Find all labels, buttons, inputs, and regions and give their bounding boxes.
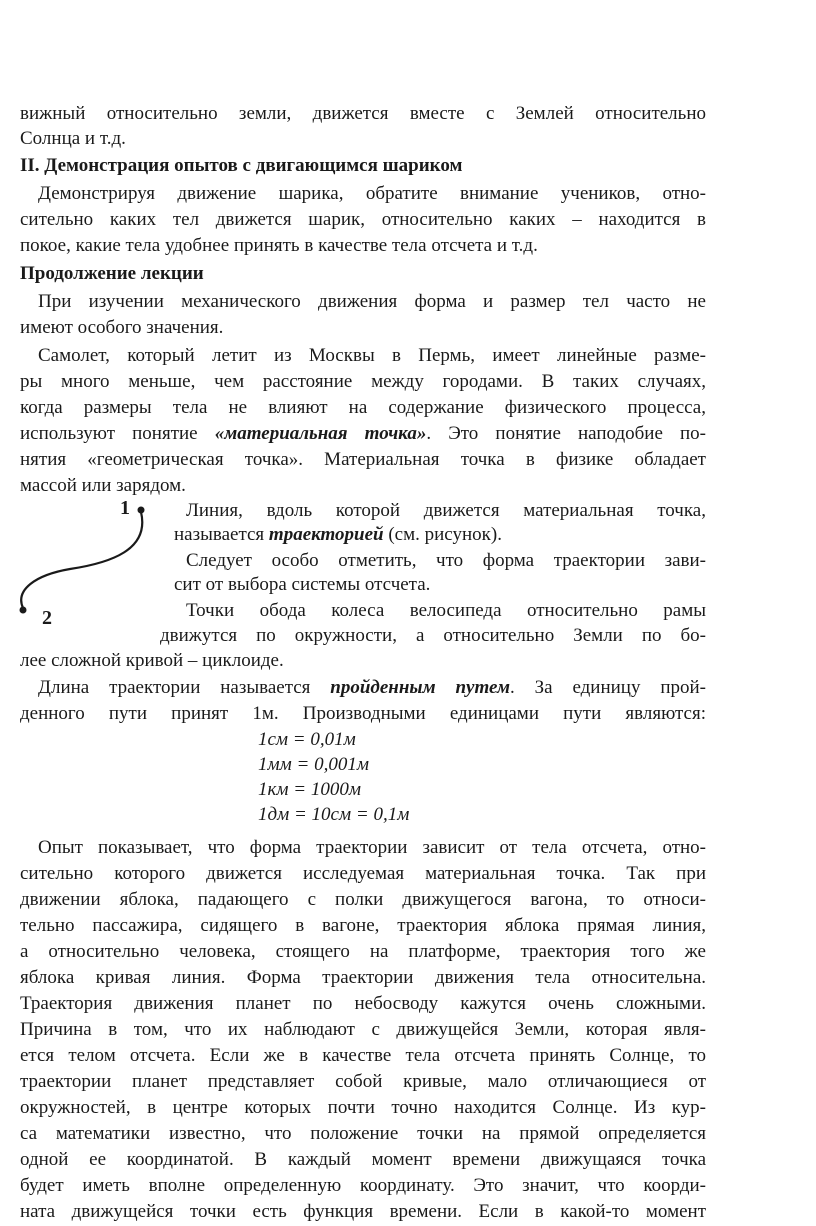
point-1-dot [138,507,145,514]
text-fragment: . За единицу прой- [509,677,707,698]
term-trajectory: траекторией [268,524,384,545]
text-line: покое, какие тела удобнее принять в качестве тела отсчета и т.д. [20,235,538,256]
formula-line: 1км = 1000м [258,779,361,800]
text-line: ется телом отсчета. Если же в качестве тела отсчета принять Солнце, то [20,1045,706,1066]
text-line: траектории планет представляет собой кривые, мало отличающиеся от [20,1071,706,1092]
formula-line: 1мм = 0,001м [258,754,369,775]
text-line: Следует особо отметить, что форма траектории зави- [186,550,706,571]
trajectory-curve [10,495,160,635]
point-2-label: 2 [42,607,52,629]
text-line: когда размеры тела не влияют на содержание физического процесса, [20,397,706,418]
text-line: движутся по окружности, а относительно Земли по бо- [160,625,706,646]
text-line [20,421,706,446]
text-line: Линия, вдоль которой движется материальная точка, [186,500,706,521]
text-line: сительно каких тел движется шарик, относительно каких – находится в [20,209,706,230]
text-line: При изучении механического движения форма и размер тел часто не [38,291,706,312]
text-line: движении яблока, падающего с полки движущегося вагона, то относи- [20,889,706,910]
text-line: яблока кривая линия. Форма траектории движения тела относительна. [20,967,706,988]
formula-line: 1см = 0,01м [258,729,356,750]
text-line: массой или зарядом. [20,475,186,496]
text-line: имеют особого значения. [20,317,224,338]
text-line: будет иметь вполне определенную координату. Это значит, что коорди- [20,1175,706,1196]
text-line: ната движущейся точки есть функция времени. Если в какой-то момент [20,1201,706,1222]
text-line: Точки обода колеса велосипеда относительно рамы [186,600,706,621]
term-material-point: «материальная точка» [214,423,427,444]
text-line: а относительно человека, стоящего на платформе, траектория того же [20,941,706,962]
section-heading: II. Демонстрация опытов с двигающимся шариком [20,155,463,176]
text-line: лее сложной кривой – циклоиде. [20,650,284,671]
text-fragment: (см. рисунок). [383,524,502,545]
text-line: Опыт показывает, что форма траектории зависит от тела отсчета, отно- [38,837,706,858]
point-1-label: 1 [120,497,130,519]
text-line: сительно которого движется исследуемая материальная точка. Так при [20,863,706,884]
text-line: нятия «геометрическая точка». Материальная точка в физике обладает [20,449,706,470]
lecture-heading: Продолжение лекции [20,263,204,284]
term-path-length: пройденным путем [330,677,510,698]
text-line [174,522,706,547]
formula-line: 1дм = 10см = 0,1м [258,804,410,825]
text-line: сит от выбора системы отсчета. [174,574,431,595]
text-line: Солнца и т.д. [20,128,126,149]
text-line: окружностей, в центре которых почти точно находится Солнце. Из кур- [20,1097,706,1118]
text-line [38,675,706,700]
text-fragment: используют понятие [20,423,215,444]
text-line: Траектория движения планет по небосводу кажутся очень сложными. [20,993,706,1014]
text-line: ры много меньше, чем расстояние между городами. В таких случаях, [20,371,706,392]
text-line: са математики известно, что положение точки на прямой определяется [20,1123,706,1144]
trajectory-figure [10,495,160,635]
text-line: вижный относительно земли, движется вместе с Землей относительно [20,103,706,124]
text-line: Причина в том, что их наблюдают с движущейся Земли, которая явля- [20,1019,706,1040]
text-line: одной ее координатой. В каждый момент времени движущаяся точка [20,1149,706,1170]
text-line: Демонстрируя движение шарика, обратите внимание учеников, отно- [38,183,706,204]
text-fragment: называется [174,524,269,545]
text-fragment: . Это понятие наподобие по- [426,423,707,444]
text-line: тельно пассажира, сидящего в вагоне, траектория яблока прямая линия, [20,915,706,936]
text-fragment: Длина траектории называется [38,677,331,698]
text-line: денного пути принят 1м. Производными единицами пути являются: [20,703,706,724]
point-2-dot [20,607,27,614]
text-line: Самолет, который летит из Москвы в Пермь, имеет линейные разме- [38,345,706,366]
